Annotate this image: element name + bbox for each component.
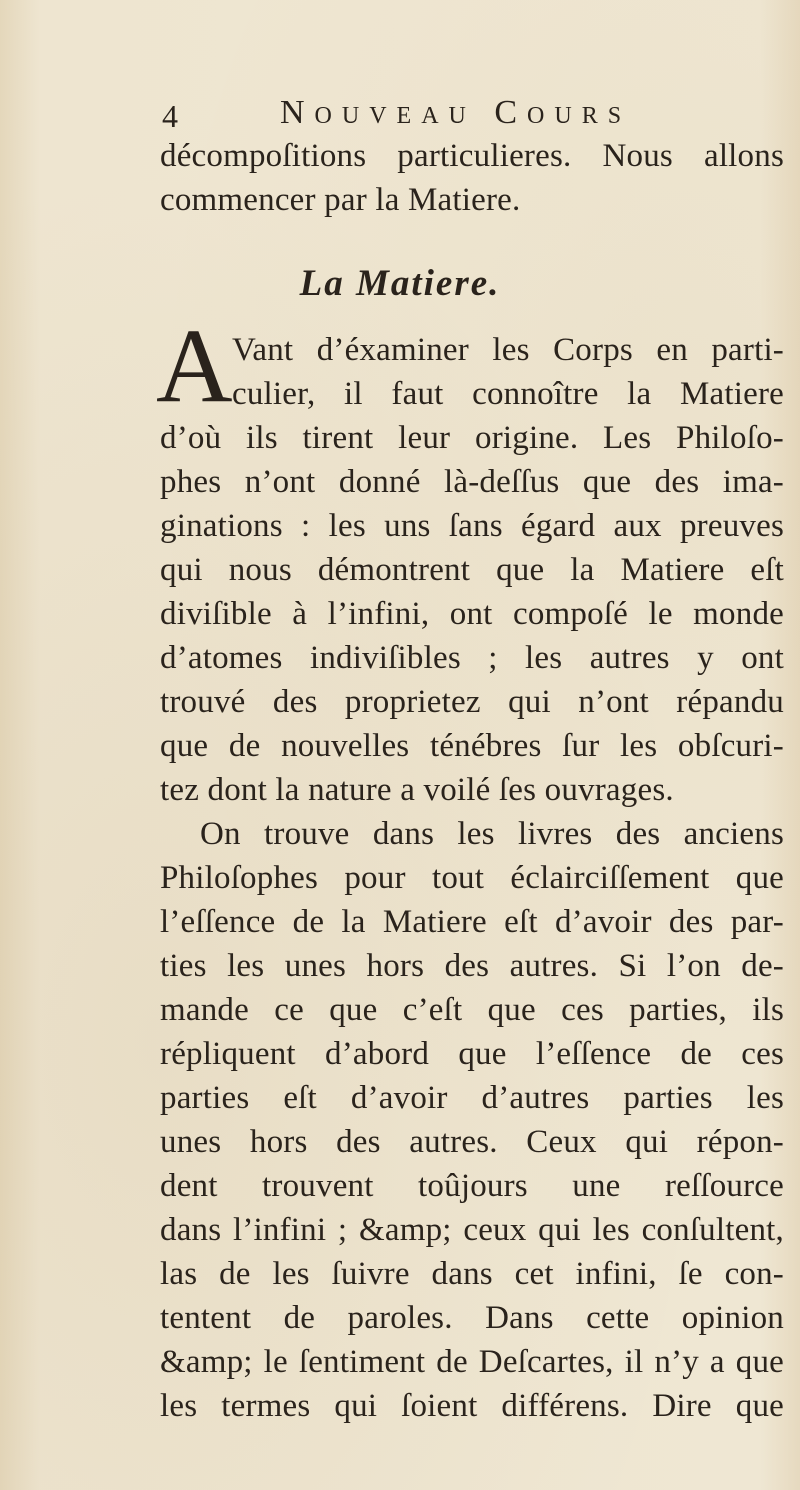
text-line: phes n’ont donné là-deſſus que des ima- xyxy=(160,464,784,500)
text-line: dent trouvent toûjours une reſſource xyxy=(160,1168,784,1204)
text-line: décompoſitions particulieres. Nous allons xyxy=(160,138,784,174)
text-line: l’eſſence de la Matiere eſt d’avoir des par- xyxy=(160,904,784,940)
text-line: dans l’infini ; &amp; ceux qui les conſultent, xyxy=(160,1212,784,1248)
text-line: que de nouvelles ténébres ſur les obſcuri- xyxy=(160,728,784,764)
text-line: trouvé des proprietez qui n’ont répandu xyxy=(160,684,784,720)
text-line: On trouve dans les livres des anciens xyxy=(200,816,784,852)
page-header xyxy=(160,94,660,138)
running-title: Nouveau Cours xyxy=(280,94,632,131)
text-line: las de les ſuivre dans cet infini, ſe con- xyxy=(160,1256,784,1292)
text-line: Vant d’éxaminer les Corps en parti- xyxy=(232,332,784,368)
section-heading: La Matiere. xyxy=(299,263,501,304)
text-line: qui nous démontrent que la Matiere eſt xyxy=(160,552,784,588)
text-line: tez dont la nature a voilé ſes ouvrages. xyxy=(160,772,674,808)
page-number: 4 xyxy=(162,98,178,134)
text-line: ties les unes hors des autres. Si l’on de- xyxy=(160,948,784,984)
text-line: les termes qui ſoient différens. Dire que xyxy=(160,1388,784,1424)
text-line: d’atomes indiviſibles ; les autres y ont xyxy=(160,640,784,676)
text-line: commencer par la Matiere. xyxy=(160,182,521,218)
text-line: Philoſophes pour tout éclairciſſement que xyxy=(160,860,784,896)
text-line: ginations : les uns ſans égard aux preuves xyxy=(160,508,784,544)
text-line: tentent de paroles. Dans cette opinion xyxy=(160,1300,784,1336)
text-line: unes hors des autres. Ceux qui répon- xyxy=(160,1124,784,1160)
text-line: répliquent d’abord que l’eſſence de ces xyxy=(160,1036,784,1072)
text-line: &amp; le ſentiment de Deſcartes, il n’y a que xyxy=(160,1344,784,1380)
text-line: d’où ils tirent leur origine. Les Philoſo- xyxy=(160,420,784,456)
text-line: parties eſt d’avoir d’autres parties les xyxy=(160,1080,784,1116)
drop-cap: A xyxy=(156,307,233,424)
text-line: diviſible à l’infini, ont compoſé le monde xyxy=(160,596,784,632)
text-line: culier, il faut connoître la Matiere xyxy=(232,376,784,412)
text-line: mande ce que c’eſt que ces parties, ils xyxy=(160,992,784,1028)
